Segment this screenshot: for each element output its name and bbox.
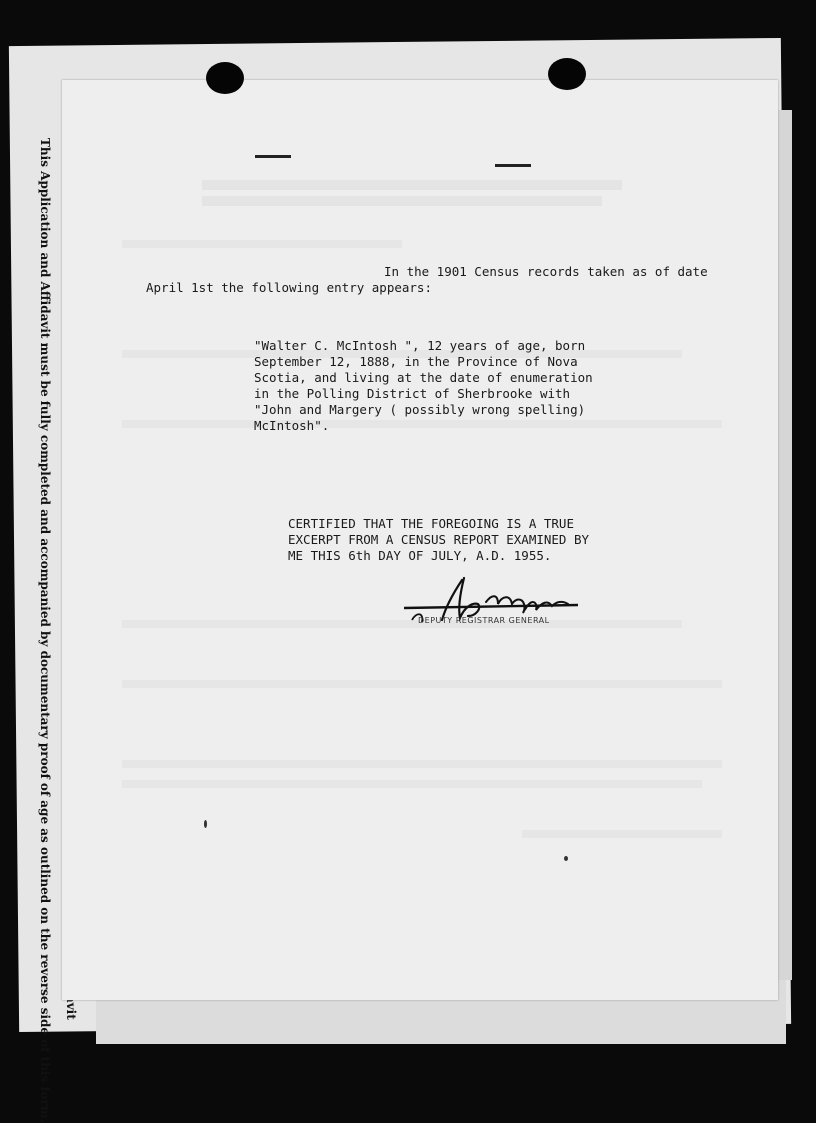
intro-line-1: In the 1901 Census records taken as of date <box>384 264 708 279</box>
bleed-through <box>202 196 602 206</box>
ink-speck <box>564 856 568 861</box>
bleed-through <box>522 830 722 838</box>
punch-hole <box>548 58 586 90</box>
excerpt-line: September 12, 1888, in the Province of Nova <box>254 354 578 369</box>
ink-speck <box>204 820 207 828</box>
intro-line-2: April 1st the following entry appears: <box>146 280 432 295</box>
bleed-through <box>122 780 702 788</box>
excerpt-line: Scotia, and living at the date of enumeration <box>254 370 593 385</box>
census-excerpt <box>254 338 593 434</box>
certification-block <box>288 516 589 564</box>
margin-instruction: This Application and Affidavit must be fully completed and accompanied by documentary proof of age as outlined on the reverse side of this form. <box>38 138 52 1123</box>
excerpt-line: "John and Margery ( possibly wrong spelling) <box>254 402 586 417</box>
bleed-through <box>122 680 722 688</box>
excerpt-line: in the Polling District of Sherbrooke with <box>254 386 571 401</box>
certification-line: ME THIS 6th DAY OF JULY, A.D. 1955. <box>288 548 552 563</box>
form-dash <box>255 155 291 158</box>
bleed-through <box>122 760 722 768</box>
excerpt-line: "Walter C. McIntosh ", 12 years of age, born <box>254 338 586 353</box>
bleed-through <box>122 240 402 248</box>
punch-hole <box>206 62 244 94</box>
form-dash <box>495 164 531 167</box>
excerpt-line: McIntosh". <box>254 418 330 433</box>
bleed-through <box>202 180 622 190</box>
certification-line: EXCERPT FROM A CENSUS REPORT EXAMINED BY <box>288 532 590 547</box>
page-edge <box>776 110 792 980</box>
certification-line: CERTIFIED THAT THE FOREGOING IS A TRUE <box>288 516 574 531</box>
signature-title: DEPUTY REGISTRAR GENERAL <box>418 616 550 625</box>
